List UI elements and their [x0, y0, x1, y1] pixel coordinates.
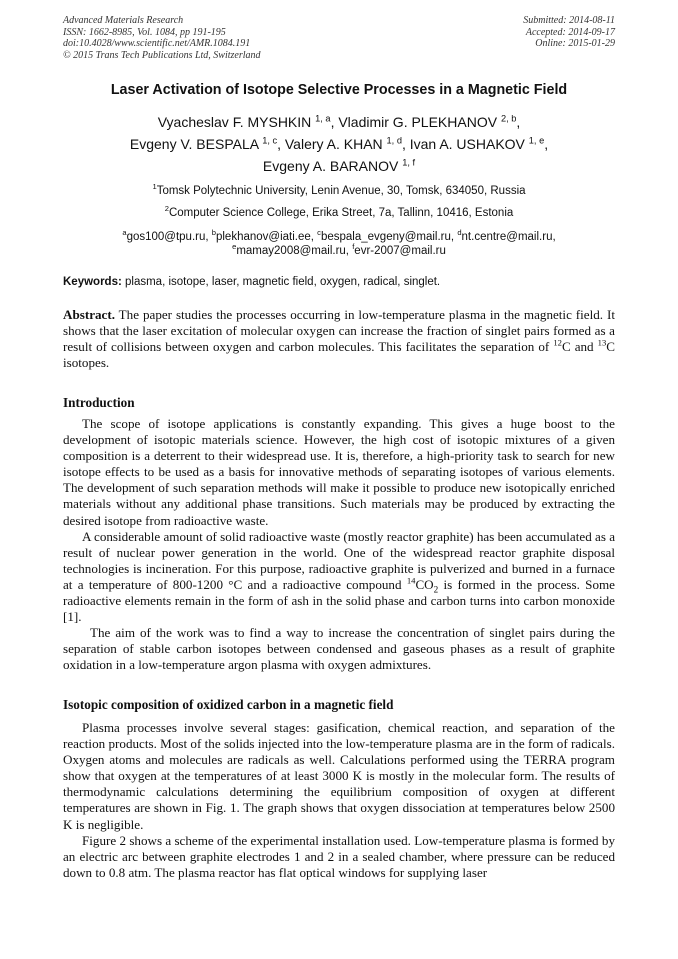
journal-doi[interactable]: doi:10.4028/www.scientific.net/AMR.1084.191	[63, 38, 251, 49]
paragraph: Plasma processes involve several stages: gasification, chemical reaction, and separation of the reaction products. Most of the solids injected into the low-temperature plasma are in the form of radicals. Oxygen atoms and molecules are radicals as well. Calculations performed using the TERRA program show that oxygen at the temperatures of at least 3000 K is mostly in the molecular form. The results of thermodynamic calculations determining the equilibrium composition of oxygen at different temperatures are shown in Fig. 1. The graph shows that oxygen dissociation at temperatures below 2500 K is negligible.	[63, 720, 615, 832]
journal-issn: ISSN: 1662-8985, Vol. 1084, pp 191-195	[63, 26, 226, 38]
affiliation	[0, 180, 678, 202]
affiliation	[0, 202, 678, 224]
author-affiliation-mark: 1, f	[402, 157, 416, 168]
affiliation-text: Tomsk Polytechnic University, Lenin Avenue, 30, Tomsk, 634050, Russia	[156, 185, 526, 197]
email-link[interactable]: gos100@tpu.ru,	[126, 231, 212, 243]
author-name: Evgeny A. BARANOV	[262, 158, 399, 174]
abstract-text: C isotopes.	[63, 339, 615, 371]
formula-subscript: 2	[433, 584, 439, 595]
author-line: Evgeny V. BESPALA $^{1, c}$, Valery A. KHAN $^{1, d}$, Ivan A. USHAKOV $^{1, e}$,	[129, 135, 549, 152]
author-affiliation-mark: 1, c	[262, 135, 278, 146]
keywords-text: plasma, isotope, laser, magnetic field, oxygen, radical, singlet.	[121, 276, 441, 288]
email-link[interactable]: evr-2007@mail.ru	[354, 245, 446, 257]
author-affiliation-mark: 1, a	[315, 113, 331, 124]
affiliation-text: Computer Science College, Erika Street, 7a, Tallinn, 10416, Estonia	[168, 207, 514, 219]
email-mark: e	[232, 242, 237, 252]
isotope-mass: 13	[597, 337, 607, 348]
affiliation-mark: 1	[152, 182, 157, 192]
author-list	[0, 111, 678, 177]
email-mark: c	[317, 228, 321, 238]
email-mark: a	[122, 228, 127, 238]
email-mark: b	[211, 228, 216, 238]
email-line	[0, 230, 678, 244]
keywords-label: Keywords:	[63, 276, 122, 288]
section2-body	[63, 720, 615, 881]
author-affiliation-mark: 1, d	[386, 135, 402, 146]
paragraph	[63, 529, 615, 626]
paragraph: Figure 2 shows a scheme of the experimental installation used. Low-temperature plasma is formed by an electric arc between graphite electrodes 1 and 2 in a sealed chamber, where pressure can be reduced down to 0.8 atm. The plasma reactor has flat optical windows for supplying laser	[63, 832, 615, 880]
email-link[interactable]: bespala_evgeny@mail.ru,	[320, 231, 458, 243]
submitted-date: Submitted: 2014-08-11	[523, 15, 615, 26]
affiliations	[0, 180, 678, 258]
publication-dates	[523, 15, 615, 50]
author-affiliation-mark: 2, b	[500, 113, 517, 124]
paragraph: The aim of the work was to find a way to increase the concentration of singlet pairs during the separation of stable carbon isotopes between condensed and gaseous phases as a result of graphite oxidation in a low-temperature argon plasma with oxygen admixtures.	[63, 625, 615, 673]
email-mark: f	[352, 242, 355, 252]
formula: CO	[415, 576, 434, 592]
isotope-mass: 12	[553, 337, 562, 348]
abstract-label: Abstract.	[63, 307, 115, 322]
author-line	[0, 155, 678, 177]
author-name: Ivan A. USHAKOV	[409, 136, 525, 152]
author-affiliation-mark: 1, e	[528, 135, 545, 146]
author-name: Vladimir G. PLEKHANOV	[338, 114, 498, 130]
abstract-paragraph	[63, 307, 615, 371]
author-name: Vyacheslav F. MYSHKIN	[157, 114, 312, 130]
author-name: Evgeny V. BESPALA	[129, 136, 259, 152]
email-mark: d	[457, 228, 462, 238]
abstract	[63, 307, 615, 371]
paragraph-text: is formed in the process. Some radioactive elements remain in the form of ash in the solid phase and carbon turns into carbon monoxide [1].	[63, 576, 615, 625]
section-heading-introduction: Introduction	[63, 395, 135, 410]
introduction-body	[63, 416, 615, 674]
journal-name: Advanced Materials Research	[63, 15, 184, 26]
online-date: Online: 2015-01-29	[535, 38, 615, 49]
abstract-text: C and	[561, 339, 598, 355]
email-link[interactable]: nt.centre@mail.ru,	[461, 231, 556, 243]
email-link[interactable]: plekhanov@iati.ee,	[215, 231, 318, 243]
accepted-date: Accepted: 2014-09-17	[525, 26, 615, 38]
paragraph: The scope of isotope applications is constantly expanding. This gives a huge boost to the development of isotopic materials science. However, the high cost of isotopic mixtures of a given composition is a deterrent to their widespread use. It is, therefore, a high-priority task to search for new isotope effects to be used as a basis for innovative methods of separating isotopes of various elements. The development of such separation methods will make it possible to produce new isotopically enriched materials without any additional phase transitions. Such materials may be produced by extracting the desired isotope from radioactive waste.	[63, 416, 615, 528]
section-heading-isotopic-composition: Isotopic composition of oxidized carbon in a magnetic field	[63, 697, 394, 712]
paper-title: Laser Activation of Isotope Selective Processes in a Magnetic Field	[110, 82, 568, 98]
author-line: Vyacheslav F. MYSHKIN $^{1, a}$, Vladimir G. PLEKHANOV $^{2, b}$,	[157, 113, 521, 130]
keywords	[63, 276, 623, 288]
affiliation-mark: 2	[164, 204, 169, 214]
abstract-text: The paper studies the processes occurring in low-temperature plasma in the magnetic field. It shows that the laser excitation of molecular oxygen can increase the fraction of singlet pairs formed as a result of collisions between oxygen and carbon molecules. This facilitates the separation of	[63, 307, 615, 355]
journal-info	[63, 15, 261, 61]
author-name: Valery A. KHAN	[284, 136, 383, 152]
isotope-mass: 14	[406, 575, 416, 586]
journal-copyright: © 2015 Trans Tech Publications Ltd, Switzerland	[63, 49, 261, 61]
email-line	[0, 244, 678, 258]
email-link[interactable]: mamay2008@mail.ru,	[236, 245, 353, 257]
paragraph-text: A considerable amount of solid radioactive waste (mostly reactor graphite) has been accumulated as a result of nuclear power generation in the world. One of the widespread reactor graphite disposal technologies is incineration. For this purpose, radioactive graphite is pulverized and burned in a furnace at a temperature of 800-1200 °C and a radioactive compound	[63, 528, 616, 592]
